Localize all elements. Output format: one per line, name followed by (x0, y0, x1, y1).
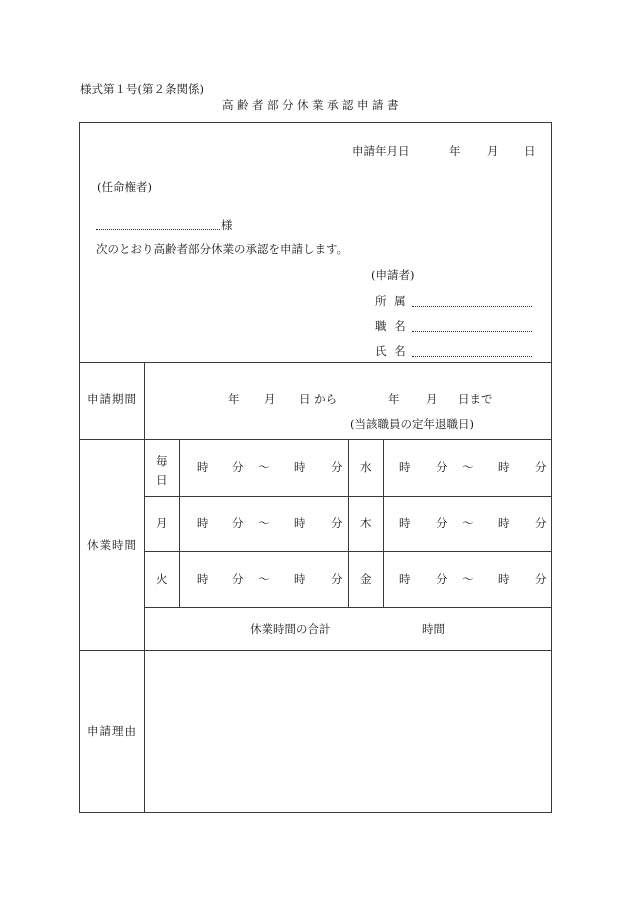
hour-unit: 時 (399, 572, 411, 586)
position-field[interactable] (412, 331, 532, 332)
hour-unit: 時 (294, 572, 306, 586)
date-month: 月 (487, 144, 499, 158)
minute-unit: 分 (232, 460, 244, 474)
minute-unit: 分 (436, 516, 448, 530)
tilde: ～ (462, 572, 474, 586)
minute-unit: 分 (331, 516, 343, 530)
minute-unit: 分 (535, 516, 547, 530)
hour-unit: 時 (399, 516, 411, 530)
application-date-label: 申請年月日 (352, 144, 410, 158)
minute-unit: 分 (331, 572, 343, 586)
retirement-date-note: (当該職員の定年退職日) (350, 417, 474, 431)
affiliation-field[interactable] (412, 306, 532, 307)
applicant-label: (申請者) (371, 268, 415, 282)
day-daily: 毎 日 (156, 454, 168, 487)
hour-unit: 時 (399, 460, 411, 474)
hour-unit: 時 (498, 460, 510, 474)
reason-field[interactable] (146, 652, 550, 810)
total-hours-label: 休業時間の合計 (250, 622, 331, 636)
minute-unit: 分 (535, 572, 547, 586)
name-field[interactable] (412, 356, 532, 357)
tilde: ～ (258, 460, 270, 474)
period-month: 月 (264, 392, 276, 406)
period-year: 年 (228, 392, 240, 406)
minute-unit: 分 (535, 460, 547, 474)
minute-unit: 分 (232, 516, 244, 530)
hour-unit: 時 (197, 460, 209, 474)
affiliation-label: 所 属 (375, 294, 408, 308)
period-day-from: 日 から (299, 392, 338, 406)
tilde: ～ (462, 460, 474, 474)
minute-unit: 分 (436, 572, 448, 586)
day-tuesday: 火 (156, 572, 168, 586)
hour-unit: 時 (498, 516, 510, 530)
minute-unit: 分 (436, 460, 448, 474)
minute-unit: 分 (331, 460, 343, 474)
hours-label: 休業時間 (87, 538, 137, 552)
hour-unit: 時 (498, 572, 510, 586)
form-title: 高齢者部分休業承認申請書 (222, 98, 402, 112)
hour-unit: 時 (294, 460, 306, 474)
tilde: ～ (258, 572, 270, 586)
period-label: 申請期間 (87, 392, 137, 406)
reason-label: 申請理由 (87, 724, 137, 738)
date-year: 年 (449, 144, 461, 158)
appointer-label: (任命権者) (97, 180, 152, 194)
hour-unit: 時 (294, 516, 306, 530)
day-wednesday: 水 (360, 460, 372, 474)
tilde: ～ (258, 516, 270, 530)
position-label: 職 名 (375, 319, 408, 333)
day-monday: 月 (156, 516, 168, 530)
total-hours-unit: 時間 (422, 622, 445, 636)
request-statement: 次のとおり高齢者部分休業の承認を申請します。 (96, 242, 349, 256)
form-number: 様式第１号(第２条関係) (80, 82, 204, 96)
name-label: 氏 名 (375, 344, 408, 358)
minute-unit: 分 (232, 572, 244, 586)
day-friday: 金 (360, 572, 372, 586)
tilde: ～ (462, 516, 474, 530)
day-thursday: 木 (360, 516, 372, 530)
date-day: 日 (524, 144, 536, 158)
appointer-name-field[interactable] (96, 229, 220, 230)
period-year-2: 年 (388, 392, 400, 406)
hour-unit: 時 (197, 572, 209, 586)
hour-unit: 時 (197, 516, 209, 530)
period-day-until: 日まで (458, 392, 493, 406)
period-month-2: 月 (426, 392, 438, 406)
honorific-sama: 様 (221, 218, 233, 232)
